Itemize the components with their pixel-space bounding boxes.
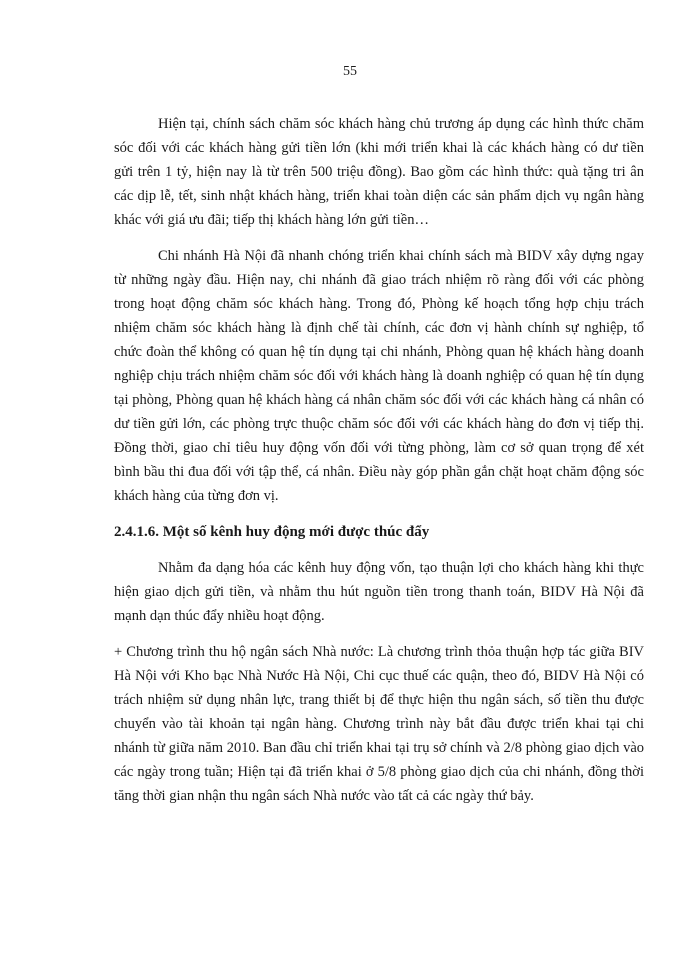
section-heading: 2.4.1.6. Một số kênh huy động mới được thúc đẩy (114, 524, 430, 540)
paragraph-hanoi-branch: Chi nhánh Hà Nội đã nhanh chóng triển khai chính sách mà BIDV xây dựng ngay từ những ngày đầu. Hiện nay, chi nhánh đã giao trách nhiệm rõ ràng đối với các phòng trong hoạt động chăm sóc khách hàng. Trong đó, Phòng kế hoạch tổng hợp chịu trách nhiệm chăm sóc khách hàng là định chế tài chính, các đơn vị hành chính sự nghiệp, tổ chức đoàn thể không có quan hệ tín dụng tại chi nhánh, Phòng quan hệ khách hàng doanh nghiệp chịu trách nhiệm chăm sóc đối với khách hàng là doanh nghiệp có quan hệ tín dụng tại phòng, Phòng quan hệ khách hàng cá nhân chăm sóc đối với các khách hàng cá nhân có dư tiền gửi lớn, các phòng trực thuộc chăm sóc đối với các khách hàng do đơn vị tiếp thị. Đồng thời, giao chỉ tiêu huy động vốn đối với từng phòng, làm cơ sở quan trọng để xét bình bầu thi đua đối với tập thể, cá nhân. Điều này góp phần gắn chặt hoạt chăm động sóc khách hàng của từng đơn vị. (114, 248, 644, 504)
document-body (114, 112, 644, 820)
paragraph-mobilization-channels: Nhằm đa dạng hóa các kênh huy động vốn, tạo thuận lợi cho khách hàng khi thực hiện giao dịch gửi tiền, và nhằm thu hút nguồn tiền trong thanh toán, BIDV Hà Nội đã mạnh dạn thúc đẩy nhiều hoạt động. (114, 560, 644, 624)
paragraph-customer-care-policy: Hiện tại, chính sách chăm sóc khách hàng chủ trương áp dụng các hình thức chăm sóc đối với các khách hàng gửi tiền lớn (khi mới triển khai là các khách hàng có dư tiền gửi trên 1 tỷ, hiện nay là từ trên 500 triệu đồng). Bao gồm các hình thức: quà tặng tri ân các dịp lễ, tết, sinh nhật khách hàng, triển khai toàn diện các sản phẩm dịch vụ ngân hàng khác với giá ưu đãi; tiếp thị khách hàng lớn gửi tiền… (114, 116, 644, 228)
page-number: 55 (343, 64, 357, 79)
paragraph-state-budget-program: + Chương trình thu hộ ngân sách Nhà nước: Là chương trình thỏa thuận hợp tác giữa BIV Hà Nội với Kho bạc Nhà Nước Hà Nội, Chi cục thuế các quận, theo đó, BIDV Hà Nội có trách nhiệm sử dụng nhân lực, trang thiết bị để thực hiện thu ngân sách, số tiền thu được chuyển vào tài khoản tại ngân hàng. Chương trình này bắt đầu được triển khai tại chi nhánh từ giữa năm 2010. Ban đầu chỉ triển khai tại trụ sở chính và 2/8 phòng giao dịch vào các ngày trong tuần; Hiện tại đã triển khai ở 5/8 phòng giao dịch của chi nhánh, đồng thời tăng thời gian nhận thu ngân sách Nhà nước vào tất cả các ngày thứ bảy. (114, 644, 644, 804)
